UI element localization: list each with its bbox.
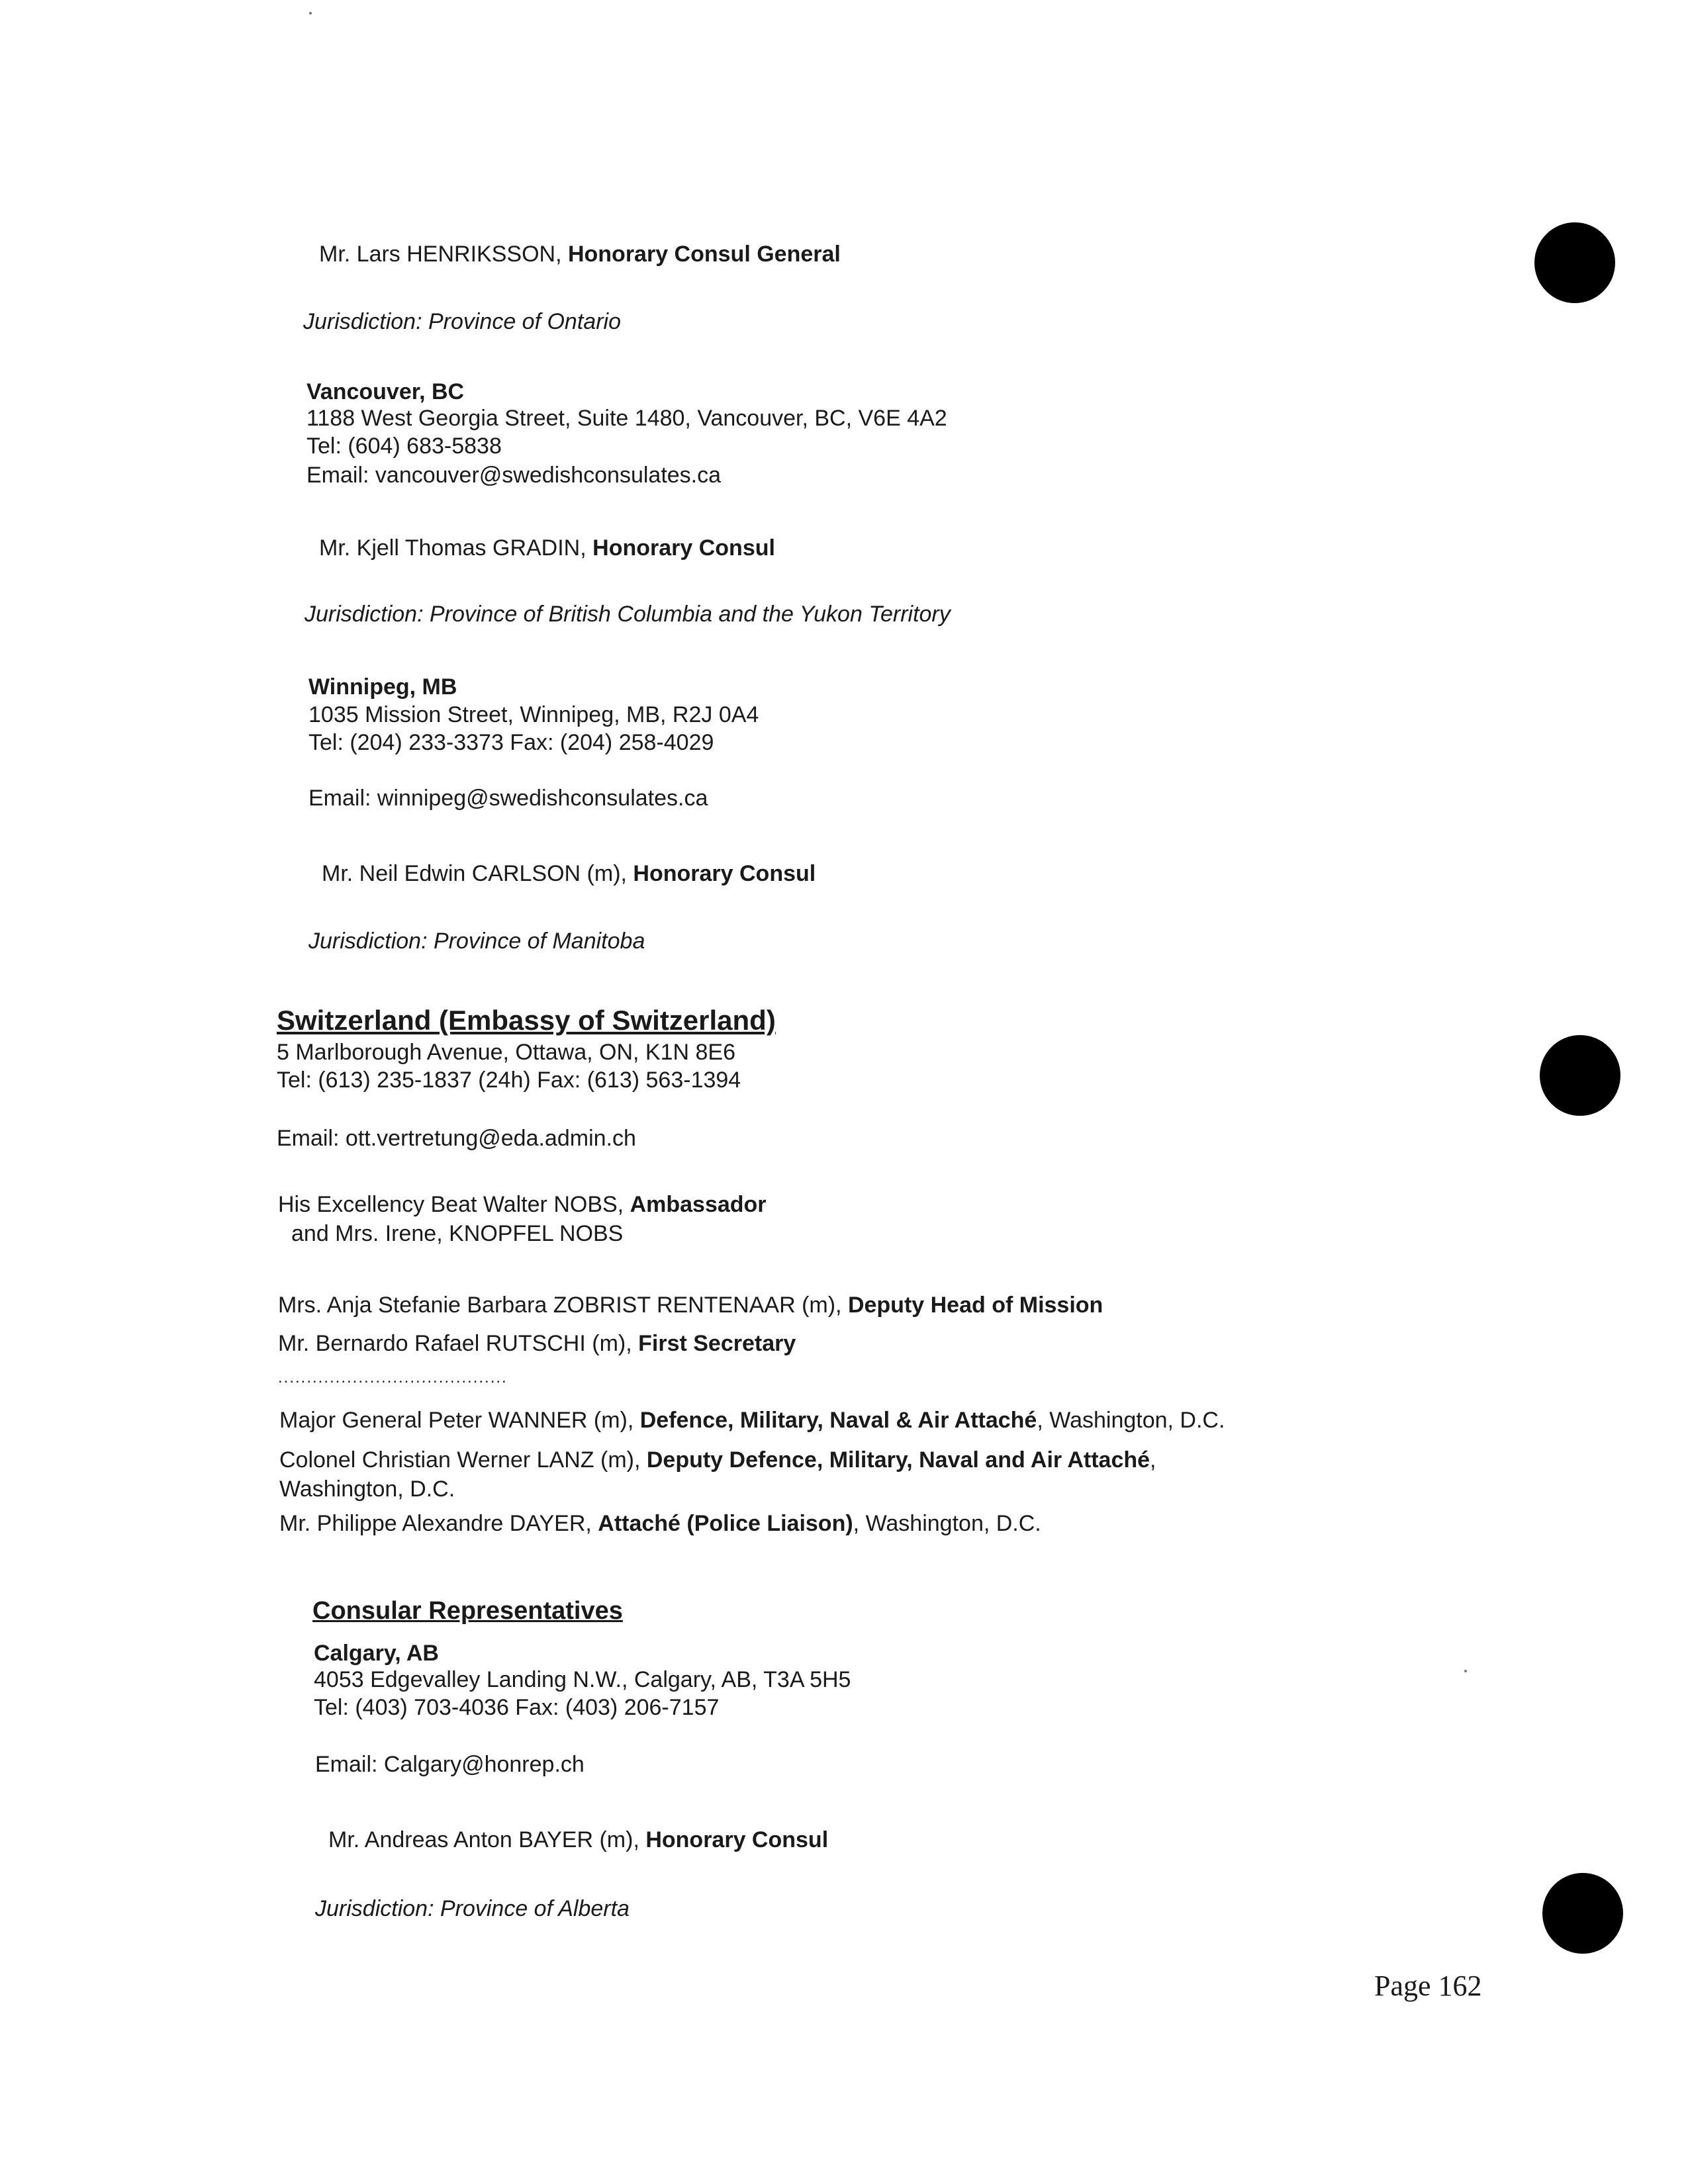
country-heading: Switzerland (Embassy of Switzerland) xyxy=(277,1005,776,1036)
jurisdiction: Jurisdiction: Province of Alberta xyxy=(315,1896,630,1921)
section-heading: Consular Representatives xyxy=(312,1597,623,1625)
jurisdiction: Jurisdiction: Province of British Columbia and the Yukon Territory xyxy=(305,602,951,627)
staff-entry xyxy=(278,1330,796,1357)
telephone: Tel: (204) 233-3373 Fax: (204) 258-4029 xyxy=(308,730,714,755)
city-heading: Winnipeg, MB xyxy=(308,674,457,700)
consul-entry xyxy=(322,860,816,887)
staff-entry xyxy=(279,1510,1041,1537)
person-title: Deputy Defence, Military, Naval and Air Attaché xyxy=(646,1447,1150,1473)
person-name: Colonel Christian Werner LANZ (m), xyxy=(279,1447,647,1473)
person-title: Honorary Consul xyxy=(592,535,775,561)
person-title: First Secretary xyxy=(638,1331,796,1356)
person-title: Honorary Consul xyxy=(633,861,816,886)
person-name: Mr. Lars HENRIKSSON, xyxy=(319,242,568,267)
address: 5 Marlborough Avenue, Ottawa, ON, K1N 8E6 xyxy=(277,1040,735,1065)
address: 1188 West Georgia Street, Suite 1480, Vancouver, BC, V6E 4A2 xyxy=(306,406,947,431)
telephone: Tel: (604) 683-5838 xyxy=(306,433,502,459)
person-title: Ambassador xyxy=(630,1192,767,1217)
person-location: Washington, D.C. xyxy=(279,1477,455,1502)
scan-speck xyxy=(309,12,312,15)
staff-entry xyxy=(279,1407,1225,1433)
jurisdiction: Jurisdiction: Province of Manitoba xyxy=(308,929,645,954)
email: Email: ott.vertretung@eda.admin.ch xyxy=(277,1126,636,1151)
person-location: , Washington, D.C. xyxy=(853,1511,1041,1536)
person-title: Deputy Head of Mission xyxy=(847,1293,1103,1318)
person-title: Defence, Military, Naval & Air Attaché xyxy=(639,1408,1037,1433)
person-title: Attaché (Police Liaison) xyxy=(598,1511,853,1536)
city-heading: Calgary, AB xyxy=(314,1641,439,1666)
person-name: Mr. Neil Edwin CARLSON (m), xyxy=(322,861,633,886)
city-heading: Vancouver, BC xyxy=(306,379,465,404)
staff-entry xyxy=(278,1292,1103,1318)
person-title: Honorary Consul xyxy=(645,1827,829,1852)
email: Email: winnipeg@swedishconsulates.ca xyxy=(308,786,708,811)
person-name: Mr. Andreas Anton BAYER (m), xyxy=(328,1827,646,1852)
person-name: Mr. Kjell Thomas GRADIN, xyxy=(319,535,593,561)
email: Email: Calgary@honrep.ch xyxy=(315,1752,585,1777)
ambassador-entry xyxy=(278,1191,767,1218)
person-name: His Excellency Beat Walter NOBS, xyxy=(278,1192,630,1217)
telephone: Tel: (613) 235-1837 (24h) Fax: (613) 563-1394 xyxy=(277,1068,741,1093)
punch-hole xyxy=(1542,1873,1623,1954)
punch-hole xyxy=(1540,1035,1620,1116)
punch-hole xyxy=(1534,222,1615,303)
person-name: Mr. Bernardo Rafael RUTSCHI (m), xyxy=(278,1331,639,1356)
telephone: Tel: (403) 703-4036 Fax: (403) 206-7157 xyxy=(314,1695,720,1720)
consul-entry xyxy=(328,1827,828,1853)
address: 1035 Mission Street, Winnipeg, MB, R2J 0A4 xyxy=(308,702,759,727)
title-suffix: , xyxy=(1150,1447,1156,1473)
staff-entry xyxy=(279,1447,1156,1473)
spouse-name: and Mrs. Irene, KNOPFEL NOBS xyxy=(291,1221,624,1246)
consul-entry xyxy=(319,241,841,267)
person-name: Mrs. Anja Stefanie Barbara ZOBRIST RENTENAAR (m), xyxy=(278,1293,848,1318)
address: 4053 Edgevalley Landing N.W., Calgary, AB, T3A 5H5 xyxy=(314,1667,851,1692)
person-location: , Washington, D.C. xyxy=(1037,1408,1225,1433)
person-name: Major General Peter WANNER (m), xyxy=(279,1408,640,1433)
dotted-separator: ........................................ xyxy=(278,1369,508,1387)
person-title: Honorary Consul General xyxy=(567,242,841,267)
scan-speck xyxy=(1464,1670,1467,1672)
email: Email: vancouver@swedishconsulates.ca xyxy=(306,463,722,488)
page-number: Page 162 xyxy=(1374,1970,1482,2002)
jurisdiction: Jurisdiction: Province of Ontario xyxy=(303,309,621,334)
person-name: Mr. Philippe Alexandre DAYER, xyxy=(279,1511,598,1536)
consul-entry xyxy=(319,535,775,561)
